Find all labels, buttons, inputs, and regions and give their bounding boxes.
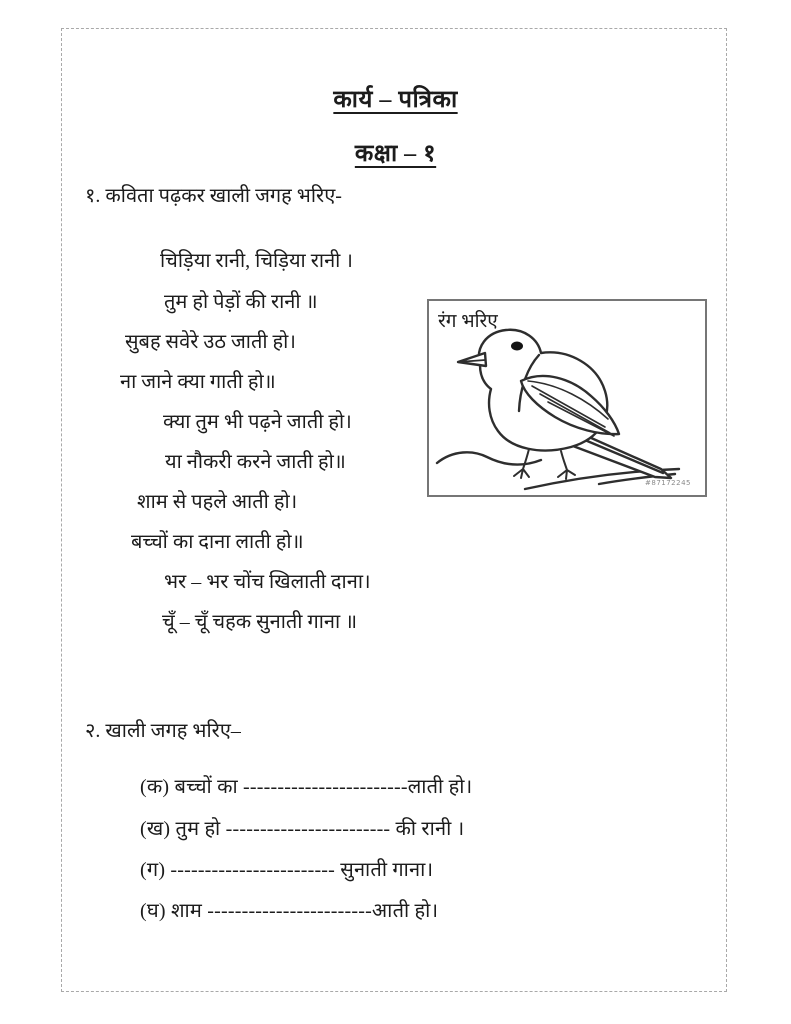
poem-line-7: शाम से पहले आती हो।	[137, 491, 298, 513]
poem-line-5: क्या तुम भी पढ़ने जाती हो।	[163, 411, 352, 433]
poem-line-6: या नौकरी करने जाती हो॥	[165, 451, 346, 473]
poem-line-4: ना जाने क्या गाती हो॥	[120, 371, 276, 393]
fill-blank-ga: (ग) ------------------------ सुनाती गाना।	[140, 859, 434, 881]
fill-blank-gha: (घ) शाम ------------------------आती हो।	[140, 900, 439, 922]
question-1: १. कविता पढ़कर खाली जगह भरिए-	[85, 185, 342, 207]
poem-line-10: चूँ – चूँ चहक सुनाती गाना ॥	[162, 611, 358, 633]
question-2: २. खाली जगह भरिए–	[85, 720, 241, 742]
page-subtitle: कक्षा – १	[354, 141, 437, 167]
page-title: कार्य – पत्रिका	[333, 87, 458, 113]
stock-image-watermark: #87172245	[645, 479, 691, 487]
bird-eye	[511, 342, 523, 351]
poem-line-8: बच्चों का दाना लाती हो॥	[131, 531, 304, 553]
poem-line-2: तुम हो पेड़ों की रानी ॥	[164, 291, 318, 313]
poem-line-3: सुबह सवेरे उठ जाती हो।	[125, 331, 296, 353]
coloring-box-label: रंग भरिए	[438, 311, 498, 332]
fill-blank-ka: (क) बच्चों का ------------------------लाती हो।	[140, 776, 473, 798]
poem-line-1: चिड़िया रानी, चिड़िया रानी ।	[160, 250, 353, 272]
coloring-box	[427, 299, 707, 497]
fill-blank-kha: (ख) तुम हो ------------------------ की रानी ।	[140, 818, 465, 840]
poem-line-9: भर – भर चोंच खिलाती दाना।	[164, 571, 371, 593]
